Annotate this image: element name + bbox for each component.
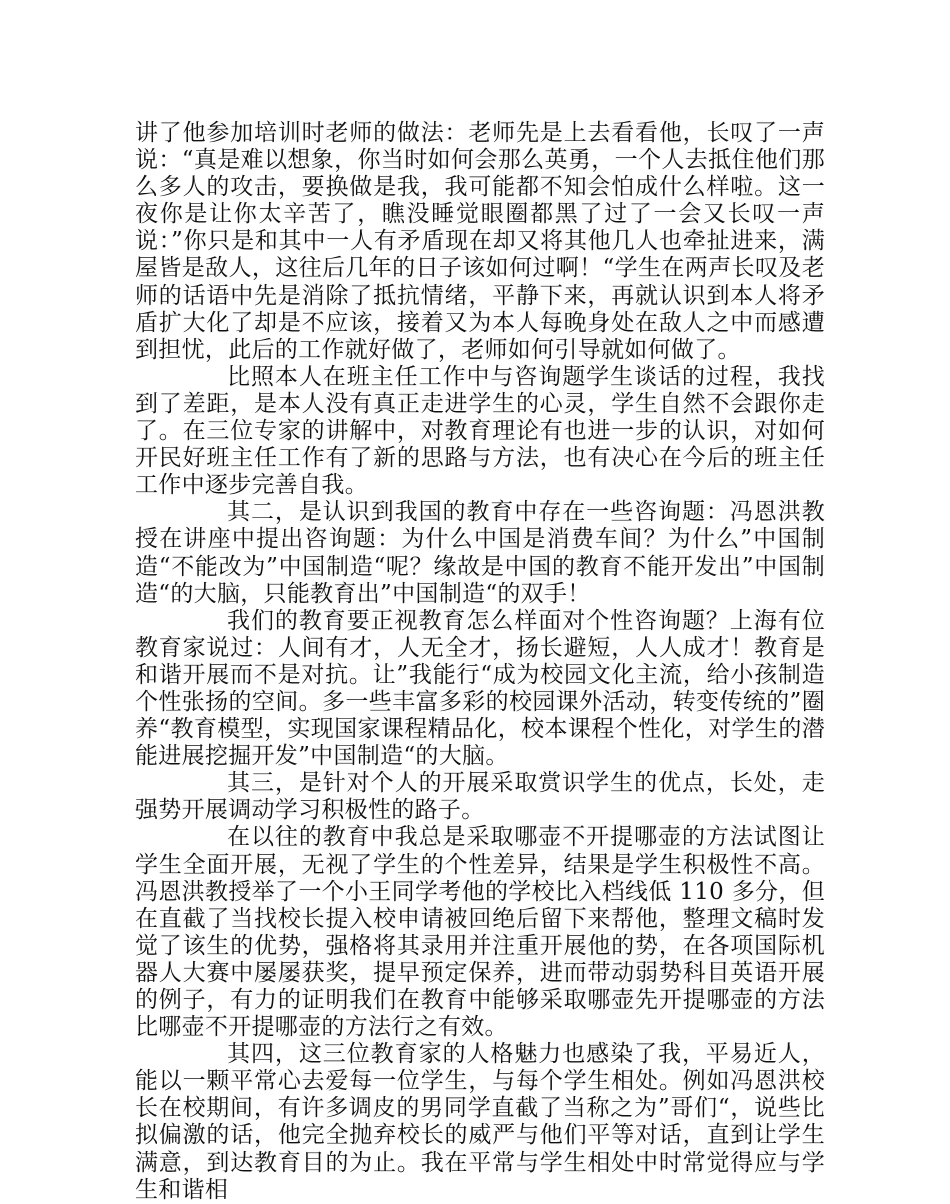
paragraph-3: 其二，是认识到我国的教育中存在一些咨询题：冯恩洪教授在讲座中提出咨询题：为什么中国是消费车间？为什么”中国制造“不能改为”中国制造“呢？缘故是中国的教育不能开发出”中国制造“的大脑，只能教育出”中国制造“的双手！	[135, 499, 825, 607]
paragraph-4: 我们的教育要正视教育怎么样面对个性咨询题？上海有位教育家说过：人间有才，人无全才，扬长避短，人人成才！教育是和谐开展而不是对抗。让”我能行“成为校园文化主流，给小孩制造个性张扬的空间。多一些丰富多彩的校园课外活动，转变传统的”圈养“教育模型，实现国家课程精品化，校本课程个性化，对学生的潜能进展挖掘开发”中国制造“的大脑。	[135, 607, 825, 770]
paragraph-2: 比照本人在班主任工作中与咨询题学生谈话的过程，我找到了差距，是本人没有真正走进学生的心灵，学生自然不会跟你走了。在三位专家的讲解中，对教育理论有也进一步的认识，对如何开民好班主任工作有了新的思路与方法，也有决心在今后的班主任工作中逐步完善自我。	[135, 363, 825, 499]
paragraph-7: 其四，这三位教育家的人格魅力也感染了我，平易近人，能以一颗平常心去爱每一位学生，与每个学生相处。例如冯恩洪校长在校期间，有许多调皮的男同学直截了当称之为”哥们“，说些比拟偏激的话，他完全抛弃校长的威严与他们平等对话，直到让学生满意，到达教育目的为止。我在平常与学生相处中时常觉得应与学生和谐相	[135, 1041, 825, 1203]
paragraph-5: 其三，是针对个人的开展采取赏识学生的优点，长处，走强势开展调动学习积极性的路子。	[135, 770, 825, 824]
paragraph-1: 讲了他参加培训时老师的做法：老师先是上去看看他，长叹了一声说：“真是难以想象，你当时如何会那么英勇，一个人去抵住他们那么多人的攻击，要换做是我，我可能都不知会怕成什么样啦。这一夜你是让你太辛苦了，瞧没睡觉眼圈都黑了过了一会又长叹一声说：”你只是和其中一人有矛盾现在却又将其他几人也牵扯进来，满屋皆是敌人，这往后几年的日子该如何过啊！“学生在两声长叹及老师的话语中先是消除了抵抗情绪，平静下来，再就认识到本人将矛盾扩大化了却是不应该，接着又为本人每晚身处在敌人之中而感遭到担忧，此后的工作就好做了，老师如何引导就如何做了。	[135, 120, 825, 363]
document-body	[135, 120, 825, 1204]
paragraph-6: 在以往的教育中我总是采取哪壶不开提哪壶的方法试图让学生全面开展，无视了学生的个性差异，结果是学生积极性不高。冯恩洪教授举了一个小王同学考他的学校比入档线低 110 多分，但在直截了当找校长提入校申请被回绝后留下来帮他，整理文稿时发觉了该生的优势，强格将其录用并注重开展他的势，在各项国际机器人大赛中屡屡获奖，提早预定保养，进而带动弱势科目英语开展的例子，有力的证明我们在教育中能够采取哪壶先开提哪壶的方法比哪壶不开提哪壶的方法行之有效。	[135, 824, 825, 1041]
